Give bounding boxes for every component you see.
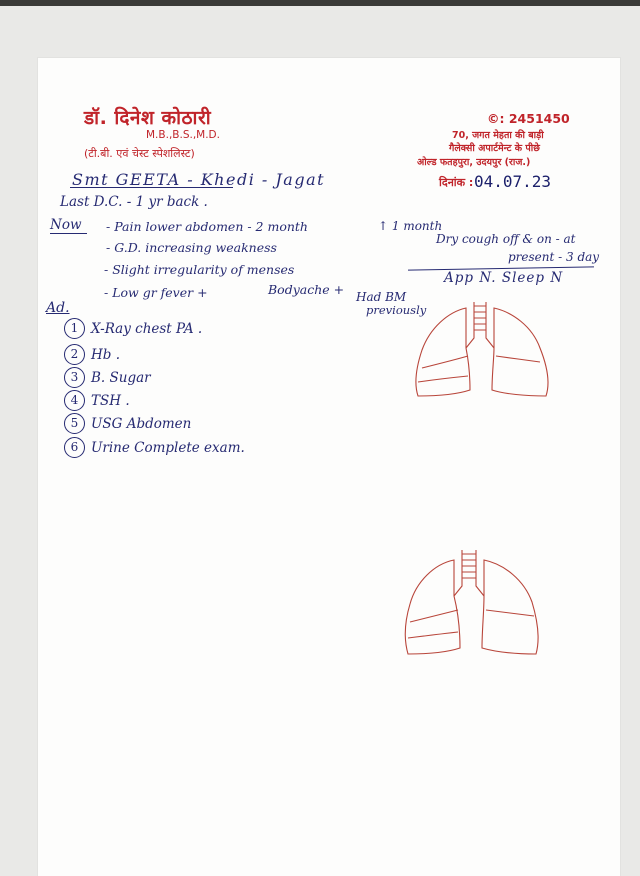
date-label: दिनांक :	[439, 176, 474, 189]
now-underline	[50, 233, 87, 234]
lungs-diagram-upper	[408, 298, 584, 410]
complaint-1: - Pain lower abdomen - 2 month	[106, 219, 308, 234]
advice-item	[64, 437, 245, 458]
address-line-3: ओल्ड फतहपुरा, उदयपुर (राज.)	[417, 157, 531, 168]
advice-label: Ad.	[46, 300, 70, 316]
advice-item	[64, 367, 151, 388]
scan-top-edge	[0, 0, 640, 6]
last-dc: Last D.C. - 1 yr back .	[60, 194, 208, 210]
advice-number: 2	[64, 344, 85, 365]
doctor-specialty: (टी.बी. एवं चेस्ट स्पेशलिस्ट)	[84, 147, 195, 160]
advice-item	[64, 390, 130, 411]
phone-number: ©: 2451450	[487, 111, 570, 126]
advice-number: 5	[64, 413, 85, 434]
now-label: Now	[50, 217, 82, 233]
patient-name: Smt GEETA - Khedi - Jagat	[72, 170, 326, 189]
advice-text: TSH .	[91, 392, 130, 409]
address-line-1: 70, जगत मेहता की बाड़ी	[452, 130, 544, 141]
advice-text: B. Sugar	[91, 369, 151, 386]
complaint-4: - Low gr fever +	[104, 285, 208, 300]
complaint-4-note: Bodyache +	[268, 282, 345, 297]
address-line-2: गैलेक्सी अपार्टमेन्ट के पीछे	[449, 143, 540, 154]
appetite-sleep-note: App N. Sleep N	[444, 270, 564, 286]
complaint-1-note: ↑ 1 month	[378, 219, 443, 233]
doctor-name: डॉ. दिनेश कोठारी	[84, 107, 212, 129]
advice-number: 3	[64, 367, 85, 388]
advice-item	[64, 318, 202, 339]
had-bm-line-2: previously	[366, 303, 427, 317]
advice-text: Hb .	[91, 346, 120, 363]
advice-text: Urine Complete exam.	[91, 439, 245, 456]
doctor-degrees: M.B.,B.S.,M.D.	[146, 129, 220, 141]
dry-cough-line-1: Dry cough off & on - at	[436, 232, 576, 246]
name-underline	[70, 187, 233, 188]
complaint-2: - G.D. increasing weakness	[106, 240, 277, 255]
lungs-diagram-lower	[400, 546, 576, 662]
had-bm-line-1: Had BM	[356, 290, 407, 304]
advice-item	[64, 344, 120, 365]
advice-item	[64, 413, 191, 434]
complaint-3: - Slight irregularity of menses	[104, 262, 295, 277]
dry-cough-line-2: present - 3 day	[508, 250, 600, 264]
advice-number: 1	[64, 318, 85, 339]
advice-number: 6	[64, 437, 85, 458]
advice-number: 4	[64, 390, 85, 411]
advice-text: USG Abdomen	[91, 415, 192, 432]
advice-text: X-Ray chest PA .	[91, 320, 203, 337]
date-value: 04.07.23	[474, 172, 552, 191]
